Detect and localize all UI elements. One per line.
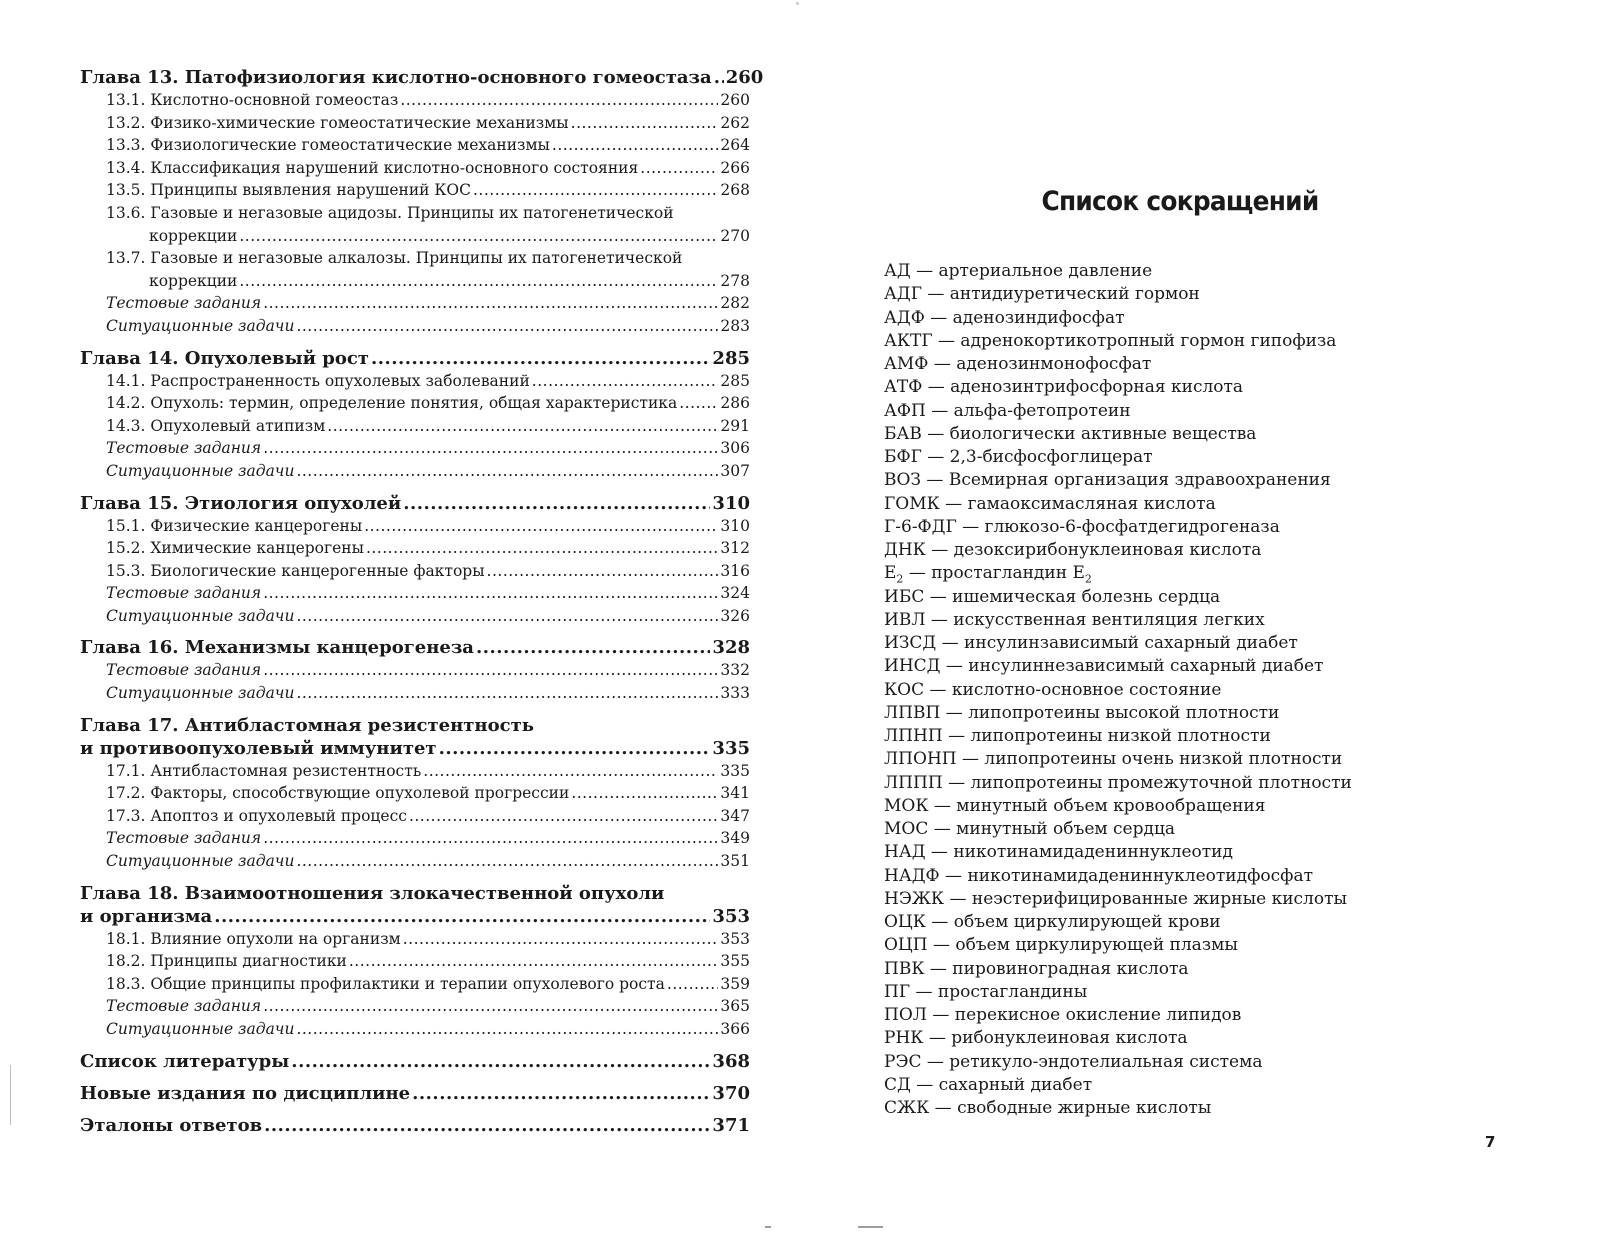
- toc-title: Список литературы: [80, 1050, 290, 1072]
- dot-leader: [423, 760, 718, 783]
- dot-leader: [296, 682, 718, 705]
- dot-leader: [327, 415, 718, 438]
- dot-leader: [532, 370, 719, 393]
- toc-title: коррекции: [149, 271, 238, 290]
- toc-page-number: 351: [720, 852, 750, 871]
- toc-chapter-continuation: [80, 737, 750, 760]
- abbreviation-item: АМФ — аденозинмонофосфат: [884, 354, 1152, 374]
- toc-chapter-title: Глава 18. Взаимоотношения злокачественной опухоли: [80, 882, 665, 904]
- toc-page-number: 366: [720, 1020, 750, 1038]
- toc-page-number: 310: [720, 516, 750, 535]
- toc-page-number: 310: [712, 492, 750, 514]
- toc-title: Ситуационные задачи: [106, 684, 295, 703]
- toc-title: Тестовые задания: [106, 584, 262, 603]
- toc-title: Глава 13. Патофизиология кислотно-основного гомеостаза: [80, 67, 712, 88]
- toc-title: Тестовые задания: [106, 439, 262, 458]
- abbreviation-item: ИВЛ — искусственная вентиляция легких: [884, 609, 1265, 630]
- toc-page-number: 353: [712, 905, 750, 927]
- dot-leader: [412, 1082, 710, 1105]
- abbreviation-item: ПОЛ — перекисное окисление липидов: [884, 1005, 1242, 1025]
- abbreviation-item: БАВ — биологически активные вещества: [884, 423, 1257, 444]
- abbreviation-item: НЭЖК — неэстерифицированные жирные кислоты: [884, 888, 1348, 909]
- toc-entry: [80, 560, 750, 583]
- dot-leader: [349, 950, 719, 973]
- toc-page-number: 326: [720, 606, 750, 625]
- abbreviation-item: РНК — рибонуклеиновая кислота: [884, 1028, 1188, 1049]
- dot-leader: [667, 973, 719, 996]
- abbreviation-item: АДФ — аденозиндифосфат: [884, 307, 1125, 328]
- dot-leader: [263, 582, 718, 605]
- abbreviation-item: ЛПНП — липопротеины низкой плотности: [884, 726, 1271, 746]
- page-number: 7: [1485, 1133, 1496, 1151]
- abbreviation-item: $E_2$ — простагландин $E_2$: [884, 563, 1092, 586]
- dot-leader: [552, 134, 719, 157]
- toc-page-number: 371: [712, 1114, 750, 1136]
- abbreviation-item: ИНСД — инсулиннезависимый сахарный диабет: [884, 656, 1324, 677]
- toc-title: Тестовые задания: [106, 997, 262, 1016]
- toc-title: 18.2. Принципы диагностики: [106, 952, 347, 971]
- abbreviation-item: ГОМК — гамаоксимасляная кислота: [884, 493, 1216, 514]
- toc-page-number: 335: [720, 761, 750, 780]
- dot-leader: [239, 225, 718, 248]
- toc-entry-exercises: [80, 460, 750, 483]
- abbreviation-item: НАД — никотинамидадениннуклеотид: [884, 842, 1233, 863]
- abbreviation-item: МОС — минутный объем сердца: [884, 819, 1176, 839]
- toc-page-number: 282: [720, 294, 750, 313]
- toc-chapter-continuation: [80, 905, 750, 928]
- dot-leader: [291, 1050, 710, 1073]
- abbreviation-item: ПГ — простагландины: [884, 981, 1088, 1002]
- toc-entry: [80, 515, 750, 538]
- dot-leader: [366, 537, 718, 560]
- dot-leader: [263, 995, 718, 1018]
- toc-page-number: 312: [720, 539, 750, 558]
- abbreviation-item: Г-6-ФДГ — глюкозо-6-фосфатдегидрогеназа: [884, 516, 1280, 537]
- toc-title: 17.1. Антибластомная резистентность: [106, 761, 422, 780]
- toc-page-number: 368: [712, 1050, 750, 1072]
- dot-leader: [403, 492, 710, 515]
- toc-title: 13.4. Классификация нарушений кислотно-основного состояния: [106, 158, 639, 177]
- toc-page-number: 286: [720, 394, 750, 413]
- toc-entry: [80, 370, 750, 393]
- toc-title: 14.3. Опухолевый атипизм: [106, 416, 326, 435]
- dot-leader: [476, 636, 710, 659]
- toc-chapter: [80, 636, 750, 659]
- toc-title: Тестовые задания: [106, 829, 262, 848]
- bottom-scan-mark: [765, 1226, 771, 1228]
- toc-page-number: 355: [720, 952, 750, 971]
- abbreviation-item: ЛППП — липопротеины промежуточной плотности: [884, 772, 1352, 793]
- dot-leader: [263, 437, 718, 460]
- toc-title: 13.5. Принципы выявления нарушений КОС: [106, 181, 471, 200]
- dot-leader: [264, 1114, 710, 1137]
- toc-title: 13.2. Физико-химические гомеостатические механизмы: [106, 113, 569, 132]
- toc-entry: [80, 392, 750, 415]
- toc-page-number: 332: [720, 661, 750, 680]
- dot-leader: [296, 850, 718, 873]
- abbreviation-item: ИБС — ишемическая болезнь сердца: [884, 586, 1221, 607]
- toc-title: Глава 14. Опухолевый рост: [80, 347, 369, 369]
- spine-mark: [10, 1065, 11, 1125]
- dot-leader: [409, 805, 718, 828]
- dot-leader: [239, 270, 718, 293]
- toc-page-number: 324: [720, 584, 750, 603]
- toc-title: 18.1. Влияние опухоли на организм: [106, 929, 401, 948]
- dot-leader: [371, 347, 710, 370]
- abbreviation-item: РЭС — ретикуло-эндотелиальная система: [884, 1051, 1263, 1072]
- bottom-scan-mark: [858, 1226, 883, 1228]
- table-of-contents: [80, 66, 764, 1137]
- toc-entry-exercises: [80, 292, 750, 315]
- toc-entry: [80, 179, 750, 202]
- abbreviations-title: Список сокращений: [1041, 186, 1319, 217]
- dot-leader: [439, 737, 711, 760]
- dot-leader: [296, 315, 718, 338]
- toc-entry-exercises: [80, 605, 750, 628]
- toc-entry: [80, 805, 750, 828]
- abbreviation-item: НАДФ — никотинамидадениннуклеотидфосфат: [884, 865, 1314, 886]
- toc-page-number: 291: [720, 416, 750, 435]
- toc-title: Глава 15. Этиология опухолей: [80, 492, 402, 514]
- toc-title: Новые издания по дисциплине: [80, 1082, 411, 1104]
- toc-page-number: 349: [720, 829, 750, 848]
- abbreviation-item: ИЗСД — инсулинзависимый сахарный диабет: [884, 633, 1298, 653]
- toc-entry-exercises: [80, 659, 750, 682]
- abbreviations-list: [884, 260, 1404, 1120]
- dot-leader: [263, 659, 718, 682]
- toc-title: Эталоны ответов: [80, 1114, 263, 1136]
- toc-title: коррекции: [149, 226, 238, 245]
- toc-entry-title: 13.7. Газовые и негазовые алкалозы. Принципы их патогенетической: [106, 249, 683, 268]
- toc-entry: [80, 760, 750, 783]
- toc-page-number: 285: [720, 371, 750, 390]
- dot-leader: [571, 782, 718, 805]
- toc-entry-continuation: [80, 270, 750, 293]
- dot-leader: [714, 66, 724, 89]
- toc-title: Тестовые задания: [106, 661, 262, 680]
- top-scan-mark: [796, 2, 799, 5]
- toc-entry-exercises: [80, 827, 750, 850]
- abbreviation-item: ОЦП — объем циркулирующей плазмы: [884, 935, 1238, 956]
- toc-entry-continuation: [80, 225, 750, 248]
- toc-entry-title: 13.6. Газовые и негазовые ацидозы. Принципы их патогенетической: [106, 203, 674, 222]
- toc-page-number: 347: [720, 806, 750, 825]
- toc-entry-exercises: [80, 582, 750, 605]
- toc-entry: [80, 157, 750, 180]
- toc-entry: [80, 537, 750, 560]
- toc-title: 13.1. Кислотно-основной гомеостаз: [106, 91, 399, 109]
- toc-entry-exercises: [80, 995, 750, 1018]
- toc-title: 15.3. Биологические канцерогенные факторы: [106, 561, 485, 580]
- toc-page-number: 328: [712, 637, 750, 659]
- toc-title: 17.3. Апоптоз и опухолевый процесс: [106, 806, 407, 825]
- toc-page-number: 316: [720, 561, 750, 580]
- toc-chapter: [80, 66, 764, 89]
- toc-title: 18.3. Общие принципы профилактики и терапии опухолевого роста: [106, 974, 665, 993]
- dot-leader: [296, 460, 718, 483]
- toc-chapter: [80, 1082, 750, 1105]
- toc-chapter: [80, 492, 750, 515]
- toc-title: Ситуационные задачи: [106, 1020, 295, 1038]
- dot-leader: [571, 112, 719, 135]
- toc-title: 17.2. Факторы, способствующие опухолевой прогрессии: [106, 784, 570, 803]
- toc-page-number: 278: [720, 271, 750, 290]
- abbreviation-item: СД — сахарный диабет: [884, 1074, 1093, 1095]
- toc-title: 15.2. Химические канцерогены: [106, 539, 364, 558]
- toc-page-number: 285: [712, 347, 750, 369]
- toc-entry: [80, 134, 750, 157]
- dot-leader: [296, 605, 718, 628]
- toc-page-number: 353: [720, 929, 750, 948]
- toc-title: Ситуационные задачи: [106, 316, 295, 335]
- toc-page-number: 307: [720, 461, 750, 480]
- toc-entry-exercises: [80, 437, 750, 460]
- abbreviation-item: АДГ — антидиуретический гормон: [884, 284, 1200, 305]
- toc-entry: [80, 973, 750, 996]
- toc-page-number: 335: [712, 737, 750, 759]
- toc-title: Ситуационные задачи: [106, 461, 295, 480]
- toc-page-number: 370: [712, 1082, 750, 1104]
- dot-leader: [487, 560, 719, 583]
- dot-leader: [214, 905, 710, 928]
- dot-leader: [473, 179, 718, 202]
- toc-page-number: 270: [720, 226, 750, 245]
- toc-entry: [80, 950, 750, 973]
- abbreviation-item: АД — артериальное давление: [884, 261, 1153, 281]
- toc-title: и противоопухолевый иммунитет: [80, 737, 437, 759]
- toc-page-number: 266: [720, 158, 750, 177]
- toc-page-number: 365: [720, 997, 750, 1016]
- toc-entry: [80, 782, 750, 805]
- toc-title: Глава 16. Механизмы канцерогенеза: [80, 637, 474, 659]
- toc-chapter: [80, 1114, 750, 1137]
- toc-page-number: 260: [720, 91, 750, 109]
- dot-leader: [400, 89, 718, 112]
- toc-title: 14.2. Опухоль: термин, определение понятия, общая характеристика: [106, 394, 678, 413]
- toc-page-number: 283: [720, 316, 750, 335]
- dot-leader: [679, 392, 718, 415]
- toc-page-number: 341: [720, 784, 750, 803]
- abbreviation-item: АТФ — аденозинтрифосфорная кислота: [884, 377, 1244, 398]
- abbreviation-item: СЖК — свободные жирные кислоты: [884, 1098, 1212, 1118]
- abbreviation-item: БФГ — 2,3-бисфосфоглицерат: [884, 447, 1153, 467]
- toc-page-number: 260: [725, 67, 764, 88]
- abbreviation-item: АФП — альфа-фетопротеин: [884, 400, 1131, 421]
- toc-entry: [80, 415, 750, 438]
- abbreviation-item: ЛПВП — липопротеины высокой плотности: [884, 702, 1280, 723]
- toc-entry-exercises: [80, 850, 750, 873]
- abbreviation-item: ЛПОНП — липопротеины очень низкой плотности: [884, 749, 1343, 770]
- toc-chapter-title: Глава 17. Антибластомная резистентность: [80, 714, 534, 736]
- abbreviation-item: МОК — минутный объем кровообращения: [884, 795, 1266, 816]
- abbreviation-item: ОЦК — объем циркулирующей крови: [884, 912, 1221, 932]
- toc-page-number: 333: [720, 684, 750, 703]
- dot-leader: [640, 157, 718, 180]
- toc-entry: [80, 928, 750, 951]
- toc-page-number: 262: [720, 113, 750, 132]
- abbreviation-item: ПВК — пировиноградная кислота: [884, 958, 1189, 979]
- toc-page-number: 264: [720, 136, 750, 155]
- toc-title: Ситуационные задачи: [106, 606, 295, 625]
- abbreviation-item: ДНК — дезоксирибонуклеиновая кислота: [884, 540, 1262, 560]
- toc-page-number: 306: [720, 439, 750, 458]
- dot-leader: [263, 292, 718, 315]
- abbreviation-item: АКТГ — адренокортикотропный гормон гипофиза: [884, 330, 1337, 351]
- toc-title: 15.1. Физические канцерогены: [106, 516, 363, 535]
- abbreviation-item: ВОЗ — Всемирная организация здравоохранения: [884, 470, 1331, 491]
- toc-page-number: 268: [720, 181, 750, 200]
- toc-title: Ситуационные задачи: [106, 852, 295, 871]
- dot-leader: [263, 827, 718, 850]
- toc-entry-exercises: [80, 1018, 750, 1041]
- abbreviation-item: КОС — кислотно-основное состояние: [884, 679, 1222, 700]
- toc-title: и организма: [80, 905, 213, 927]
- toc-entry-exercises: [80, 682, 750, 705]
- toc-title: 13.3. Физиологические гомеостатические механизмы: [106, 136, 550, 155]
- toc-title: 14.1. Распространенность опухолевых заболеваний: [106, 371, 530, 390]
- toc-chapter: [80, 347, 750, 370]
- dot-leader: [403, 928, 719, 951]
- toc-page-number: 359: [720, 974, 750, 993]
- toc-title: Тестовые задания: [106, 294, 262, 313]
- toc-entry: [80, 89, 750, 112]
- toc-entry-exercises: [80, 315, 750, 338]
- dot-leader: [296, 1018, 718, 1041]
- toc-chapter: [80, 1050, 750, 1073]
- dot-leader: [364, 515, 718, 538]
- toc-entry: [80, 112, 750, 135]
